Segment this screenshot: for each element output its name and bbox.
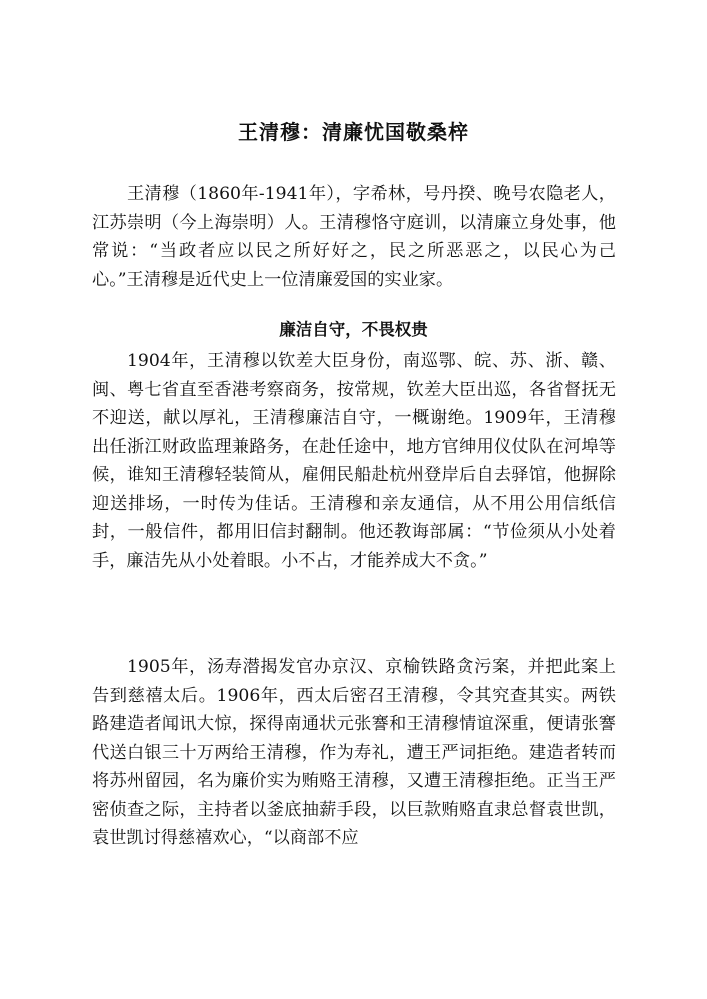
- intro-paragraph: 王清穆（1860年-1941年），字希林，号丹揆、晚号农隐老人，江苏崇明（今上海崇明）人。王清穆恪守庭训，以清廉立身处事，他常说：“当政者应以民之所好好之，民之所恶恶之，以民心为己心。”王清穆是近代史上一位清廉爱国的实业家。: [92, 184, 616, 290]
- page-title: 王清穆：清廉忧国敬桑梓: [238, 120, 469, 144]
- body-paragraph-2: 1905年，汤寿潜揭发官办京汉、京榆铁路贪污案，并把此案上告到慈禧太后。1906年，西太后密召王清穆，令其究查其实。两铁路建造者闻讯大惊，探得南通状元张謇和王清穆情谊深重，便请张謇代送白银三十万两给王清穆，作为寿礼，遭王严词拒绝。建造者转而将苏州留园，名为廉价实为贿赂王清穆，又遭王清穆拒绝。正当王严密侦查之际，主持者以釜底抽薪手段，以巨款贿赂直隶总督袁世凯，袁世凯讨得慈禧欢心，“以商部不应: [92, 657, 616, 848]
- body-paragraph-1: 1904年，王清穆以钦差大臣身份，南巡鄂、皖、苏、浙、赣、闽、粤七省直至香港考察商务，按常规，钦差大臣出巡，各省督抚无不迎送，献以厚礼，王清穆廉洁自守，一概谢绝。1909年，王清穆出任浙江财政监理兼路务，在赴任途中，地方官绅用仪仗队在河埠等候，谁知王清穆轻装简从，雇佣民船赴杭州登岸后自去驿馆，他摒除迎送排场，一时传为佳话。王清穆和亲友通信，从不用公用信纸信封，一般信件，都用旧信封翻制。他还教诲部属：“节俭须从小处着手，廉洁先从小处着眼。小不占，才能养成大不贪。”: [92, 351, 616, 571]
- section-heading: 廉洁自守，不畏权贵: [279, 320, 428, 339]
